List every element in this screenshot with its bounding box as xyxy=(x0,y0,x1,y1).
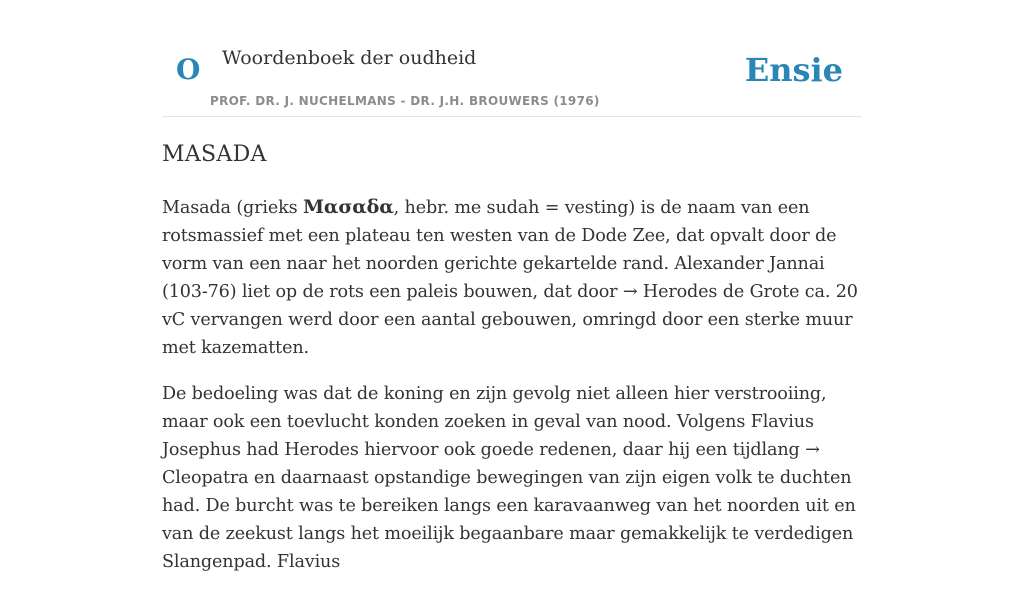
paragraph-text: en daarnaast opstandige bewegingen van zijn eigen volk te duchten had. De burcht was te bereiken langs een karavaanweg van het noorden uit en van de zeekust langs het moeilijk begaanbare maar gemakkelijk te verdedigen Slangenpad. Flavius xyxy=(162,468,856,572)
entry-content xyxy=(162,138,864,594)
paragraph-text: ca. 20 vC vervangen werd door een aantal gebouwen, omringd door een sterke muur met kazematten. xyxy=(162,282,858,358)
entry-paragraph-2 xyxy=(162,380,864,576)
xref-cleopatra-link[interactable]: → Cleopatra xyxy=(162,440,820,488)
paragraph-text: , hebr. me sudah = vesting) is de naam van een rotsmassief met een plateau ten westen van de Dode Zee, dat opvalt door de vorm van een naar het noorden gerichte gekartelde rand. Alexander Jannai (103-76) liet op de rots een paleis bouwen, dat door xyxy=(162,198,837,302)
paragraph-text: Masada (grieks xyxy=(162,198,303,218)
xref-herodes-link[interactable]: → Herodes de Grote xyxy=(622,282,800,302)
book-header xyxy=(162,0,862,117)
book-authors: PROF. DR. J. NUCHELMANS - DR. J.H. BROUWERS (1976) xyxy=(210,94,600,108)
entry-paragraph-1 xyxy=(162,193,864,362)
ensie-logo[interactable]: Ensie xyxy=(744,51,843,89)
paragraph-text: De bedoeling was dat de koning en zijn gevolg niet alleen hier verstrooiing, maar ook een toevlucht konden zoeken in geval van nood. Volgens Flavius Josephus had Herodes hiervoor ook goede redenen, daar hij een tijdlang xyxy=(162,384,827,460)
book-title[interactable]: Woordenboek der oudheid xyxy=(222,47,477,69)
greek-term: Μασαδα xyxy=(302,196,394,218)
entry-title: MASADA xyxy=(162,142,267,167)
letter-index[interactable]: O xyxy=(176,53,201,86)
